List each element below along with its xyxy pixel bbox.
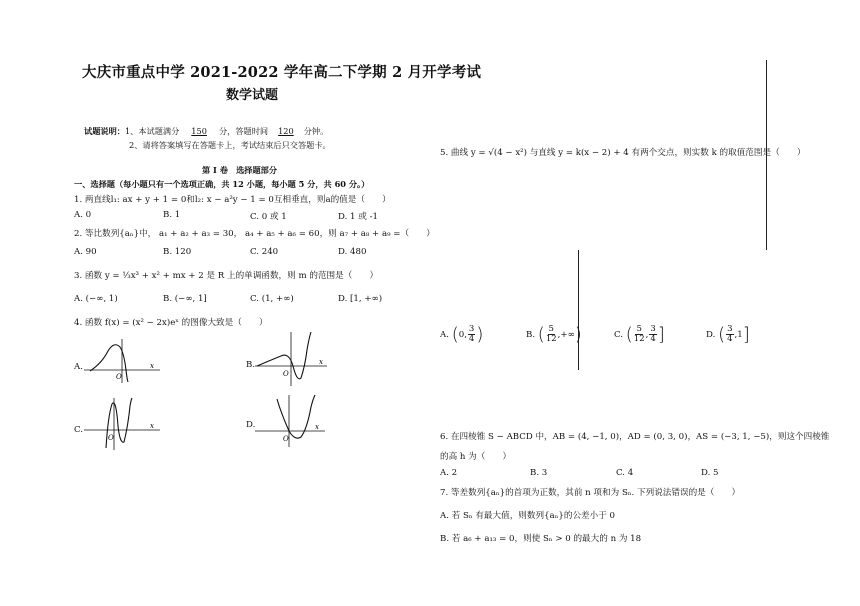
q4-option-d: D.	[246, 420, 256, 430]
q5-option-c: C. ( $\frac{5}{12}$ , $\frac{3}{4}$ ]	[614, 324, 665, 345]
origin-label: O	[116, 373, 122, 381]
x-label: x	[150, 362, 154, 370]
q5-option-b: B. ( $\frac{5}{12}$ ,+∞)	[526, 324, 582, 345]
q2-option-a: A. 90	[74, 247, 97, 257]
origin-label: O	[108, 434, 114, 442]
q1-stem: 1. 两直线l₁: ax + y + 1 = 0和l₂: x − a²y − 1 = 0互相垂直，则a的值是（ ）	[74, 195, 391, 205]
q4-graph-c	[84, 396, 164, 452]
q6-stem: 6. 在四棱锥 S − ABCD 中，AB = (4, −1, 0)，AD = (0, 3, 0)，AS = (−3, 1, −5)，则这个四棱锥	[440, 432, 830, 442]
q6-stem-cont: 的高 h 为（ ）	[440, 452, 512, 462]
q6-option-b: B. 3	[530, 468, 548, 478]
q5-stem: 5. 曲线 y = √(4 − x²) 与直线 y = k(x − 2) + 4 有两个交点，则实数 k 的取值范围是（ ）	[440, 148, 806, 158]
origin-label: O	[283, 370, 289, 378]
section-heading: 一、选择题（每小题只有一个选项正确，共 12 小题，每小题 5 分，共 60 分。）	[74, 179, 370, 189]
q4-graph-a	[84, 333, 164, 383]
q7-option-a: A. 若 Sₙ 有最大值，则数列{aₙ}的公差小于 0	[440, 511, 616, 521]
q7-stem: 7. 等差数列{aₙ}的首项为正数，其前 n 项和为 Sₙ. 下列说法错误的是（ ）	[440, 488, 741, 498]
q1-option-b: B. 1	[163, 210, 181, 220]
x-label: x	[319, 358, 323, 366]
origin-label: O	[283, 435, 289, 443]
part1-heading: 第 I 卷 选择题部分	[202, 165, 278, 175]
exam-subtitle: 数学试题	[226, 88, 279, 103]
q3-option-a: A. (−∞, 1)	[74, 294, 118, 304]
instructions-prefix: 试题说明：	[84, 126, 125, 136]
q3-option-c: C. (1, +∞)	[250, 294, 294, 304]
x-label: x	[150, 422, 154, 430]
curve	[277, 395, 315, 438]
q3-option-b: B. (−∞, 1]	[163, 294, 207, 304]
q4-option-a: A.	[74, 362, 83, 372]
q5-option-a: A. (0, $\frac{3}{4}$ )	[440, 324, 484, 345]
q1-option-d: D. 1 或 -1	[338, 212, 378, 222]
q6-option-c: C. 4	[616, 468, 634, 478]
q1-option-c: C. 0 或 1	[250, 212, 287, 222]
q3-option-d: D. [1, +∞)	[338, 294, 383, 304]
q1-option-a: A. 0	[74, 210, 92, 220]
q2-option-c: C. 240	[250, 247, 279, 257]
exam-title: 大庆市重点中学 2021-2022 学年高二下学期 2 月开学考试	[82, 64, 482, 81]
column-rule	[578, 250, 579, 370]
q6-option-a: A. 2	[440, 468, 458, 478]
q4-graph-d	[255, 393, 335, 449]
instructions-line-2: 2、请将答案填写在答题卡上，考试结束后只交答题卡。	[129, 140, 331, 150]
full-score: 150	[191, 126, 207, 136]
q3-stem: 3. 函数 y = ⅓x³ + x² + mx + 2 是 R 上的单调函数，则 m 的范围是（ ）	[74, 271, 379, 281]
x-label: x	[315, 423, 319, 431]
q4-stem: 4. 函数 f(x) = (x² − 2x)eˣ 的图像大致是（ ）	[74, 318, 268, 328]
q4-graph-b	[255, 330, 335, 388]
q4-option-c: C.	[74, 425, 84, 435]
q4-option-b: B.	[246, 360, 256, 370]
q2-option-d: D. 480	[338, 247, 367, 257]
q2-stem: 2. 等比数列{aₙ}中， a₁ + a₂ + a₃ = 30， a₄ + a₅ + a₆ = 60，则 a₇ + a₈ + a₉ =（ ）	[74, 229, 435, 239]
instructions-line-1: 试题说明：1、本试题满分 150 分，答题时间 120 分钟。	[84, 126, 329, 136]
q6-option-d: D. 5	[701, 468, 719, 478]
q7-option-b: B. 若 a₆ + a₁₃ = 0，则使 Sₙ > 0 的最大的 n 为 18	[440, 534, 642, 544]
q5-option-d: D. ( $\frac{3}{4}$ ,1]	[706, 324, 750, 345]
q2-option-b: B. 120	[163, 247, 192, 257]
exam-duration: 120	[278, 126, 294, 136]
